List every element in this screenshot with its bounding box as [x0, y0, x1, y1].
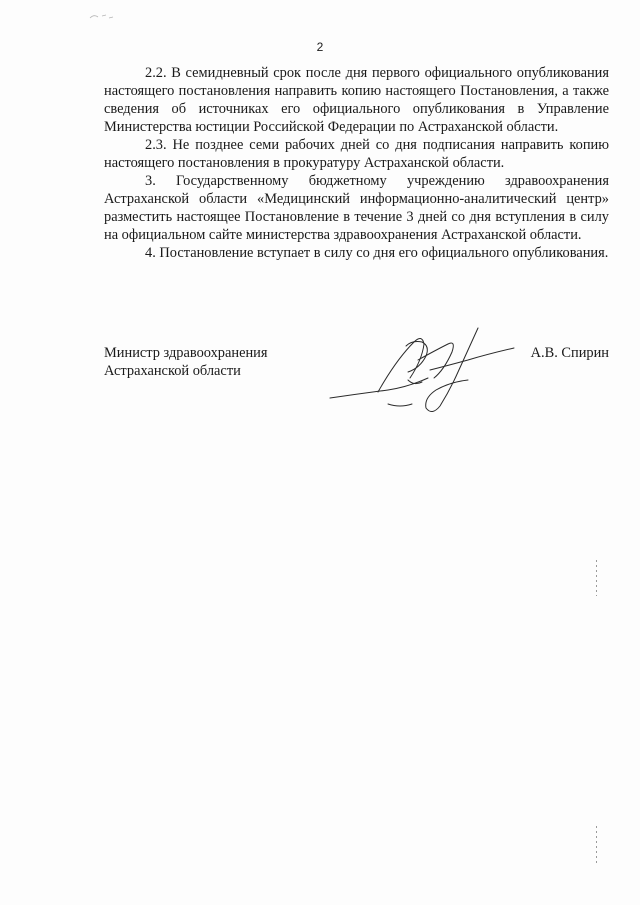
paragraph-3: 3. Государственному бюджетному учреждению здравоохранения Астраханской области «Медицинский информационно-аналитический центр» разместить настоящее Постановление в течение 3 дней со дня вступления в силу на официальном сайте министерства здравоохранения Астраханской области.	[104, 173, 609, 243]
scan-artifact-top	[596, 560, 597, 596]
signatory-name: А.В. Спирин	[530, 345, 609, 361]
paragraph-2-2: 2.2. В семидневный срок после дня первого официального опубликования настоящего постановления направить копию настоящего Постановления, а также сведения об источниках его официального опубликования в Управление Министерства юстиции Российской Федерации по Астраханской области.	[104, 65, 609, 135]
paragraph-2-3: 2.3. Не позднее семи рабочих дней со дня подписания направить копию настоящего постановления в прокуратуру Астраханской области.	[104, 137, 609, 171]
signatory-title	[104, 344, 268, 380]
paragraph-4: 4. Постановление вступает в силу со дня его официального опубликования.	[145, 245, 609, 261]
scan-smudge	[88, 12, 116, 22]
page-number: 2	[316, 40, 324, 54]
signature-block	[104, 344, 609, 434]
scan-artifact-bottom	[596, 826, 597, 866]
document-body	[104, 64, 609, 262]
signatory-title-line2: Астраханской области	[104, 363, 241, 379]
signatory-title-line1: Министр здравоохранения	[104, 345, 268, 361]
handwritten-signature	[318, 320, 528, 420]
